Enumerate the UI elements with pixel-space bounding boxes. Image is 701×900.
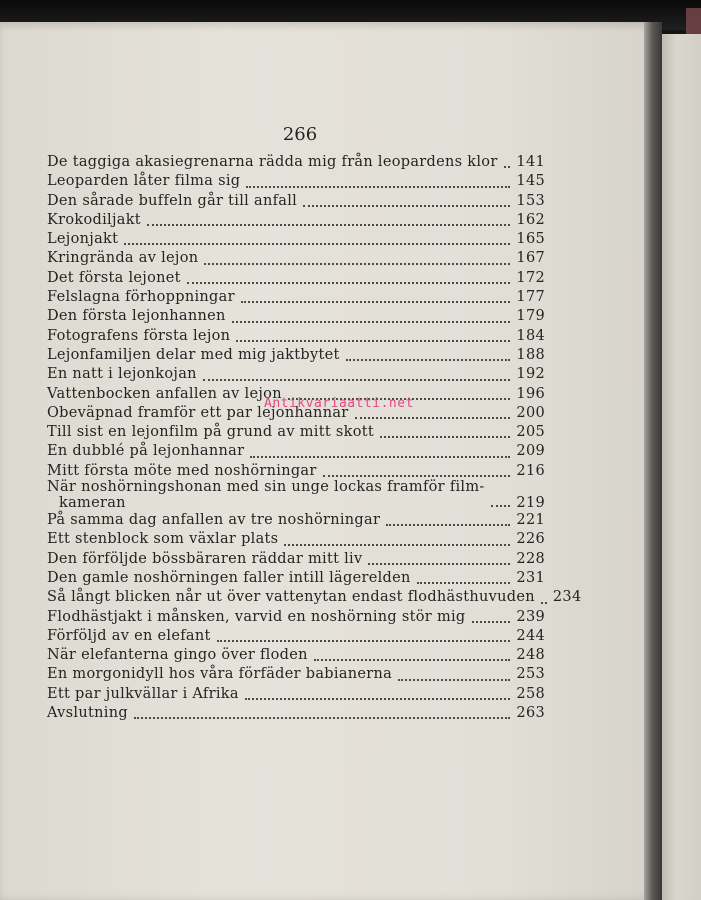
toc-entry-page: 244 [516,627,545,644]
toc-entry-title: När noshörningshonan med sin unge lockas framför film- [47,479,485,496]
toc-entry-title-block [47,704,128,723]
toc-entry-title-block [47,480,485,511]
toc-entry-page: 258 [516,685,545,702]
toc-entry-page: 188 [516,346,545,363]
toc-entry-title: Krokodiljakt [47,211,141,228]
dot-leader [504,166,511,168]
toc-entry [47,269,545,288]
toc-entry-title-block [47,172,240,191]
toc-entry [47,685,545,704]
dot-leader [386,524,510,526]
toc-entry [47,569,545,588]
dot-leader [250,456,510,458]
dot-leader [241,301,511,303]
toc-entry [47,346,545,365]
dot-leader [314,659,511,661]
toc-entry-page: 228 [516,550,545,567]
toc-entry [47,307,545,326]
toc-entry-page: 162 [516,211,545,228]
dot-leader [368,563,510,565]
dot-leader [472,621,511,623]
dot-leader [203,379,511,381]
toc-entry-title: När elefanterna gingo över floden [47,647,308,664]
toc-entry-page: 219 [516,494,545,511]
toc-entry-title-continuation: kameran [59,494,126,511]
toc-entry-page: 165 [516,231,545,248]
page-number: 266 [282,124,318,145]
toc-entry-title: Flodhästjakt i månsken, varvid en noshörning stör mig [47,608,466,625]
dot-leader [217,640,511,642]
toc-entry-page: 145 [516,173,545,190]
toc-entry-title-block [47,442,244,461]
dot-leader [134,717,511,719]
toc-entry-page: 177 [516,289,545,306]
toc-entry-title: På samma dag anfallen av tre noshörningar [47,512,381,529]
dot-leader [355,417,511,419]
dot-leader [187,282,511,284]
toc-entry-title-block [47,588,535,607]
toc-entry [47,211,545,230]
toc-entry-page: 192 [516,366,545,383]
toc-entry-title: Den sårade buffeln går till anfall [47,192,298,209]
toc-entry-title-block [47,288,235,307]
toc-entry-title: Lejonfamiljen delar med mig jaktbytet [47,346,340,363]
toc-entry-page: 226 [516,531,545,548]
toc-entry-page: 263 [516,705,545,722]
toc-entry-title: Ett par julkvällar i Afrika [47,685,239,702]
dot-leader [323,475,511,477]
toc-entry-page: 231 [516,569,545,586]
toc-entry [47,249,545,268]
toc-entry-page: 209 [516,443,545,460]
toc-entry [47,627,545,646]
toc-entry [47,704,545,723]
toc-entry [47,423,545,442]
dot-leader [417,582,511,584]
toc-entry [47,588,582,607]
toc-entry-title-block [47,685,239,704]
toc-entry [47,530,545,549]
toc-entry [47,172,545,191]
watermark-text: Antikvariaatti.net [264,396,414,411]
dot-leader [147,224,511,226]
toc-entry-title-block [47,153,498,172]
toc-entry-title-block [47,608,466,627]
toc-entry-title: Kringrända av lejon [47,250,199,267]
toc-entry [47,153,545,172]
toc-entry-title: En natt i lejonkojan [47,366,197,383]
toc-entry-title-block [47,627,211,646]
dot-leader [303,205,510,207]
toc-entry-title: Avslutning [47,705,128,722]
dot-leader [491,505,511,507]
dot-leader [284,544,510,546]
toc-entry-title-block [47,346,340,365]
toc-entry-title: Fotografens första lejon [47,327,231,344]
dot-leader [204,263,510,265]
dot-leader [346,359,511,361]
toc-entry-page: 253 [516,666,545,683]
toc-entry-page: 141 [516,154,545,170]
toc-entry-page: 216 [516,462,545,479]
toc-entry-title-block [47,550,362,569]
toc-entry-page: 205 [516,424,545,441]
toc-entry-title: Leoparden låter filma sig [47,173,241,190]
toc-entry-title-block [47,665,392,684]
toc-entry [47,327,545,346]
toc-entry-title: Förföljd av en elefant [47,627,211,644]
toc-entry [47,511,545,530]
toc-entry-title: En morgonidyll hos våra förfäder babianerna [47,666,393,683]
toc-entry-title: Mitt första möte med noshörningar [47,462,317,479]
toc-entry-title: Vattenbocken anfallen av lejon [47,385,282,402]
toc-entry-title: Den första lejonhannen [47,308,226,325]
dot-leader [245,698,511,700]
toc-entry [47,608,545,627]
toc-entry-title-block [47,211,141,230]
toc-entry-title-block [47,230,118,249]
dot-leader [124,243,510,245]
toc-entry-title-block [47,530,278,549]
toc-entry-title: Obeväpnad framför ett par lejonhannar [47,404,349,421]
toc-entry-page: 234 [552,589,582,606]
toc-entry [47,665,545,684]
toc-entry-page: 221 [516,512,545,529]
toc-entry-title-block [47,385,282,404]
dot-leader [541,602,547,604]
dot-leader [236,340,510,342]
toc-entry-title-block [47,365,197,384]
toc-entry [47,481,545,511]
toc-entry-title-block [47,569,411,588]
toc-entry-title: Den gamle noshörningen faller intill lägerelden [47,569,411,586]
facing-page-edge [660,34,701,900]
toc-entry-page: 200 [516,404,545,421]
toc-entry-title-block [47,249,198,268]
toc-entry-page: 167 [516,250,545,267]
toc-entry-title-block [47,269,181,288]
toc-entry-title-block [47,307,226,326]
toc-entry [47,550,545,569]
book-cover-edge [686,8,701,34]
dot-leader [246,186,510,188]
toc-entry-page: 172 [516,269,545,286]
toc-entry-page: 153 [516,192,545,209]
toc-entry [47,288,545,307]
toc-entry-page: 184 [516,327,545,344]
toc-entry-title: Till sist en lejonfilm på grund av mitt skott [47,424,374,441]
toc-entry-page: 179 [516,308,545,325]
dot-leader [380,436,510,438]
toc-entry [47,442,545,461]
toc-entry-title: En dubblé på lejonhannar [47,443,245,460]
toc-entry-title-block [47,511,380,530]
toc-entry-title: Lejonjakt [47,231,119,248]
dot-leader [232,321,511,323]
book-gutter [644,22,662,900]
toc-entry-title-block [47,423,374,442]
toc-entry [47,646,545,665]
toc-entry-title-block [47,646,308,665]
toc-entry-title: Ett stenblock som växlar plats [47,531,279,548]
toc-entry-page: 248 [516,647,545,664]
dot-leader [398,679,510,681]
toc-entry-title-block [47,192,297,211]
toc-entry-title-block [47,327,230,346]
toc-entry-title: De taggiga akasiegrenarna rädda mig från leopardens klor [47,154,498,170]
toc-entry-page: 239 [516,608,545,625]
toc-entry-title: Felslagna förhoppningar [47,289,235,306]
toc-entry [47,230,545,249]
toc-entry-page: 196 [516,385,545,402]
toc-entry-title: Det första lejonet [47,269,181,286]
toc-entry-title: Den förföljde bössbäraren räddar mitt liv [47,550,363,567]
toc-entry [47,365,545,384]
toc-entry-title: Så långt blicken når ut över vattenytan endast flodhästhuvuden [47,589,535,606]
table-of-contents [47,153,582,723]
toc-entry [47,192,545,211]
